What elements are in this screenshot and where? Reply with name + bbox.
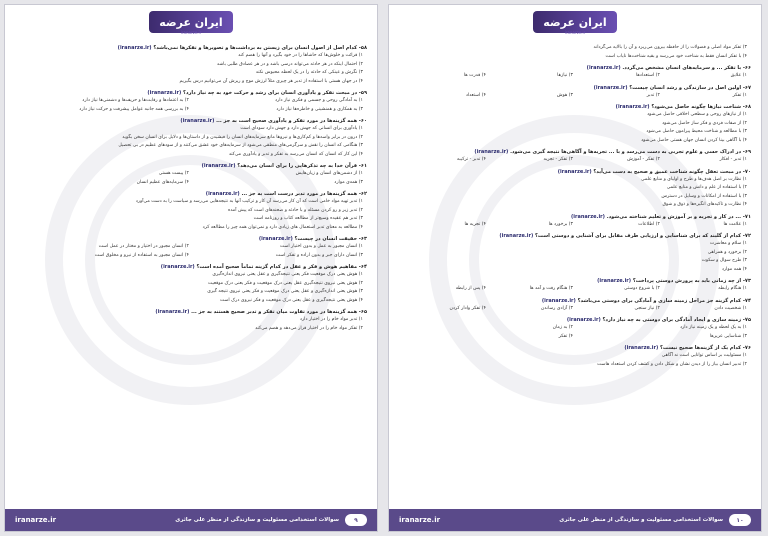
- answer-option: ۱) علایق: [730, 73, 747, 78]
- options-list: [399, 285, 751, 294]
- answer-option: ۱) تدبر مواد خام را در اختیار دارد: [299, 317, 363, 322]
- question-source: (iranarze.ir): [593, 84, 628, 91]
- answer-option: ۱) تفکر: [732, 92, 747, 98]
- logo-subtitle: iranarze.ir: [180, 30, 202, 35]
- answer-option: ۳) با مطالعه و شناخت محیط پیرامون حاصل می‌شود: [646, 129, 747, 134]
- page-header: [389, 5, 761, 39]
- answer-option: ۱) سلام و معاشرت: [709, 241, 747, 246]
- question-text: ۵۸- کدام اصل از اصول انسان برای زیستن به برداشت‌ها و تصویرها و تفکرها نمی‌باشد؟: [153, 45, 367, 51]
- question-title: [399, 213, 751, 221]
- question-text: ۷۳- از چه زمانی باید به پرورش دوستی پرداخت؟: [632, 278, 751, 284]
- page-left: [4, 4, 378, 532]
- answer-option: ۱) علامت ها: [723, 221, 747, 227]
- answer-option: ۱) هوش یعنی درک موقعیت فکر یعنی نتیجه‌گیری و عقل یعنی نیروی اندازه‌گیری: [212, 272, 363, 277]
- question-title: [15, 308, 367, 316]
- question-block: [399, 277, 751, 294]
- options-list: [15, 170, 367, 187]
- answer-option: ۳) تفکر مواد اصلی و فضولات را از حافظه بیرون می‌ریزد و آن را بالایه می‌گرداند: [593, 45, 747, 50]
- question-text: ۶۴- مفاهیم هوش و فکر و عقل در کدام گزینه تماماً صحیح آمده است؟: [196, 264, 367, 270]
- answer-option: ۴) به بررسی همه جانبه عوامل پیشرفت و حرکت نیاز دارد: [79, 106, 189, 112]
- answer-option: ۲) تدبیر انسان بیاز را از دیدن نشان و شکل دادن و کشف کردن استعداد هاست: [597, 361, 747, 367]
- options-list: [399, 72, 751, 81]
- question-block: [399, 84, 751, 101]
- answer-option: ۱) به آمادگی روحی و جسمی و فکری نیاز دارد: [274, 98, 363, 103]
- question-source: (iranarze.ir): [180, 118, 215, 124]
- question-source: (iranarze.ir): [155, 309, 190, 315]
- answer-option: ۴) هوش یعنی نتیجه‌گیری و عقل یعنی درک موقعیت و فکر نیروی درک است: [219, 297, 363, 303]
- answer-option: ۳) هنگامی که انسان را نقش و سرگرمی‌های منطقی می‌شود از سرمایه‌های خود عشق می‌کنند و از سودهای عظیم در بی تحصیل: [118, 143, 363, 148]
- question-title: [399, 64, 751, 72]
- answer-option: ۴) قدرت ها: [463, 73, 486, 78]
- question-block: [399, 297, 751, 314]
- page-content: [399, 41, 751, 505]
- question-block: [15, 89, 367, 114]
- answer-option: ۴) با آگاهی بینا کردن انسان جهان هستی حاصل می‌شود: [641, 137, 747, 143]
- question-source: (iranarze.ir): [615, 104, 650, 110]
- question-block: [399, 103, 751, 145]
- question-title: [399, 148, 751, 156]
- page-right: [388, 4, 762, 532]
- footer-site[interactable]: iranarze.ir: [399, 516, 441, 524]
- answer-option: ۳) انسان دارای جبر و بدون اراده و تفکر است: [275, 252, 363, 258]
- answer-option: ۴) پس از رابطه: [455, 286, 486, 291]
- question-title: [399, 297, 751, 305]
- question-block: [15, 162, 367, 187]
- answer-option: ۱) از نیازهای روحی و سطحی اخلاقی حاصل می‌شود: [647, 112, 747, 117]
- options-list: [15, 52, 367, 86]
- question-text: ۶۸- شناخت نیازها چگونه حاصل می‌شود؟: [651, 104, 751, 110]
- question-source: (iranarze.ir): [474, 149, 509, 155]
- options-list: [399, 221, 751, 230]
- question-text: ۶۰- همه گزینه‌ها در مورد تفکر و یادآوری صحیح است به جز ...: [216, 118, 367, 124]
- question-text: ۶۹- در ادراک حسی و علوم تجربی به دست می‌رسد و با ... تجربه‌ها و آگاهی‌ها نتیجه گیری می‌شود.: [510, 149, 751, 155]
- question-source: (iranarze.ir): [571, 213, 605, 220]
- question-title: [15, 117, 367, 125]
- question-title: [399, 344, 751, 352]
- footer-title: سوالات استخدامی مسئولیت و سازندگی از منظر علی جاثری: [559, 517, 723, 523]
- question-block: [15, 117, 367, 159]
- answer-option: ۲) به اعتمادها و رقابت‌ها و حریف‌ها و دشمنی‌ها نیاز دارد: [82, 98, 189, 103]
- question-block: [399, 344, 751, 369]
- options-list: [15, 198, 367, 232]
- answer-option: ۴) تدبر - ترکیبه: [456, 157, 486, 162]
- page-footer: [389, 509, 761, 531]
- question-title: [399, 316, 751, 324]
- answer-option: ۳) شناسایی عزیزها: [709, 333, 747, 339]
- question-title: [15, 89, 367, 97]
- options-list: [399, 92, 751, 101]
- options-list: [399, 240, 751, 274]
- answer-option: ۴) تجربه ها: [464, 221, 486, 227]
- question-block: [399, 316, 751, 341]
- question-block: [399, 148, 751, 165]
- question-text: ۷۴- کدام گزینه جز مراحل زمینه سازی و آمادگی برای دوستی می‌باشد؟: [577, 297, 751, 304]
- answer-option: ۳) تدبر هم عقیده وسیع‌تر از مطالعه کتاب و روزنامه است: [253, 216, 363, 221]
- answer-option: ۳) هنگام رفت و آمد ها: [529, 286, 573, 291]
- question-text: ۷۵- زمینه سازی و ایجاد آمادگی برای دوستی به چه نیاز دارد؟: [602, 317, 751, 323]
- question-block: [15, 308, 367, 333]
- answer-option: ۳) هوش یعنی اندازه‌گیری و عقل یعنی درک موقعیت و فکر یعنی نیروی نتیجه گیری: [207, 289, 363, 294]
- question-block: [399, 64, 751, 81]
- question-source: (iranarze.ir): [624, 345, 659, 351]
- question-source: (iranarze.ir): [557, 168, 592, 175]
- answer-option: ۴) این کار که انسان که انسان می‌رسد به تفکر و تدبر و یادآوری می‌کند: [228, 151, 363, 157]
- question-title: [15, 190, 367, 198]
- question-text: ۷۱- ... در کار و تجربه و بر آموزش و تعلیم شناخته می‌شود.: [606, 213, 751, 220]
- footer-title: سوالات استخدامی مسئولیت و سازندگی از منظر علی جاثری: [175, 517, 339, 523]
- answer-option: ۲) احتمال اینکه در هر حادثه می‌تواند درسی باشد و در هر عصادق طلبی باشد: [216, 61, 363, 67]
- question-source: (iranarze.ir): [205, 191, 240, 197]
- question-source: (iranarze.ir): [117, 45, 152, 51]
- answer-option: ۲) انسان مجبور در اختیار و مختار در عمل است: [98, 244, 189, 249]
- footer-site[interactable]: iranarze.ir: [15, 516, 57, 524]
- question-source: (iranarze.ir): [586, 65, 621, 71]
- question-source: (iranarze.ir): [499, 233, 534, 239]
- question-block: [15, 44, 367, 86]
- answer-option: ۱) نظارت بر اصل هدف‌ها و طرح و اولیای و منابع علمی: [640, 176, 747, 182]
- question-source: (iranarze.ir): [597, 278, 632, 284]
- answer-option: ۳) به همکاری و همنشینی و خاطره‌ها نیاز دارد: [276, 106, 363, 112]
- question-source: (iranarze.ir): [258, 236, 293, 242]
- answer-option: ۲) اطلاعات: [638, 221, 660, 227]
- answer-option: ۲) با شروع دوستی: [624, 286, 660, 291]
- answer-option: ۳) نیازها: [557, 73, 573, 78]
- question-block: [15, 190, 367, 232]
- question-title: [399, 168, 751, 176]
- answer-option: ۳) برخورد ها: [548, 221, 573, 227]
- page-footer: [5, 509, 377, 531]
- logo-text: ایران عرضه: [159, 15, 223, 29]
- options-list: [399, 111, 751, 145]
- page-content: [15, 41, 367, 505]
- answer-option: ۲) تفکر مواد خام را در اختیار قرار می‌دهد و هضم می‌کند: [255, 325, 363, 331]
- options-list: [399, 352, 751, 369]
- question-title: [15, 162, 367, 170]
- answer-option: ۱) قرائت و خلوش‌ها که حاشاها را در خود بگیرد و آنها را هضم کند: [238, 53, 363, 58]
- answer-option: ۳) با استفاده از امکانات و وسایل در دسترس: [661, 193, 747, 199]
- options-list: [15, 97, 367, 114]
- question-text: ۷۲- کدام از گلبند که برای شناسایی و ارزیابی طرف مقابل برای آشنایی و دوستی است؟: [535, 233, 751, 239]
- question-block: [15, 263, 367, 305]
- answer-option: ۴) نظارت و تاکید‌های انگیزه‌ها و ذوق و شوق: [662, 202, 747, 207]
- question-text: ۵۹- در مبحث تفکر و یادآوری انسان برای رشد و حرکت خود به چه نیاز دارد؟: [183, 90, 367, 96]
- question-text: ۶۶- با تفکر ... و سرمایه‌های انسان مشخص می‌گردد.: [622, 65, 751, 71]
- question-text: ۶۳- حقیقت انسان در چیست؟: [294, 236, 367, 242]
- logo-text: ایران عرضه: [543, 15, 607, 29]
- question-text: ۷۶- کدام یک از گزینه‌ها صحیح نیست؟: [660, 345, 751, 351]
- question-source: (iranarze.ir): [147, 90, 182, 96]
- answer-option: ۱) یادآوری برای انسانی که جهش دارد و جهش دارد سودای است: [240, 126, 363, 131]
- question-title: [15, 263, 367, 271]
- answer-option: ۱) هنگام رابطه: [718, 286, 747, 291]
- page-number: ۱۰: [729, 514, 751, 526]
- footer-right: [175, 514, 367, 526]
- footer-right: [559, 514, 751, 526]
- question-text: ۶۵- همه گزینه‌ها در مورد تفاوت میان تفکر و تدبر صحیح هستند به جز ...: [191, 309, 367, 315]
- answer-option: ۲) از صفات فردی و فکر ساز حاصل می‌شود: [662, 120, 747, 126]
- answer-option: ۲) برخورد و همراهی: [707, 249, 747, 255]
- options-list: [399, 324, 751, 341]
- question-title: [399, 103, 751, 111]
- answer-option: ۲) درون در برابر واسه‌ها و کم‌کاری‌ها و نیروها مانع سرمایه‌های انسان را فیشیدن و از داستان‌ها و دلایل برای انسان سخن بگوید: [122, 134, 363, 140]
- answer-option: ۴) مطالعه به معنای تدبر استعمال های زیادی دارد و نمی‌توان همه چیز را مطالعه کرد: [202, 224, 363, 230]
- answer-option: ۴) انسان مجبور به استفاده از نیرو و مخلوق است: [94, 252, 189, 258]
- options-list: [399, 176, 751, 210]
- answer-option: ۴) در جهان هستی با استفاده از تدبر هر چیزی مثلاً لرزش موج و ریزش آن می‌توانیم درس بگیریم: [179, 78, 363, 84]
- answer-option: ۱) شخصیت دادن: [714, 305, 747, 311]
- question-title: [15, 44, 367, 52]
- answer-option: ۳) همه‌ی موارد: [334, 179, 363, 185]
- answer-option: ۳) طرح سوال و سکوت: [701, 258, 747, 263]
- options-list: [15, 243, 367, 260]
- options-list: [399, 156, 751, 165]
- answer-option: ۴) تفکر: [558, 333, 573, 339]
- answer-option: ۱) تدبر تهیه مواد خامی است که آن کار می‌رسد آن کار و ترکیب آنها به نتیجه‌هایی می‌رسد و سیاست را به دست می‌آورد: [135, 199, 363, 204]
- answer-option: ۴) سرمایه‌های عظیم انسان: [136, 179, 189, 185]
- answer-option: ۳) نگرش و عینکی که حادثه را در یک لحظه محبوس نکند: [255, 70, 363, 75]
- question-title: [399, 232, 751, 240]
- answer-option: ۲) پیست هستی: [158, 171, 189, 176]
- options-list: [399, 305, 751, 314]
- question-title: [15, 235, 367, 243]
- answer-option: ۲) به زمان: [552, 325, 573, 330]
- question-source: (iranarze.ir): [541, 297, 576, 304]
- question-text: ۶۲- همه گزینه‌ها در مورد تدبر درست است به جز ...: [241, 191, 367, 197]
- options-list: [399, 44, 751, 61]
- question-block: [15, 235, 367, 260]
- answer-option: ۱) به یک لحظه و یک زمینه نیاز دارد: [679, 325, 747, 330]
- question-block: [399, 44, 751, 61]
- answer-option: ۲) تدبر: [646, 92, 660, 98]
- answer-option: ۳) آزادی رساندن: [540, 305, 573, 311]
- answer-option: ۱) از دشمن‌های انسان و زیان‌هایش: [295, 171, 363, 176]
- question-text: ۶۷- اولین اصل در سازندگی و رشد انسان چیست؟: [629, 84, 751, 91]
- answer-option: ۴) استعداد: [465, 92, 486, 98]
- answer-option: ۴) همه موارد: [721, 266, 747, 272]
- answer-option: ۲) نیاز سنجی: [634, 305, 660, 311]
- question-block: [399, 213, 751, 230]
- question-block: [399, 232, 751, 274]
- answer-option: ۲) استعدادها: [635, 73, 660, 78]
- logo-subtitle: iranarze.ir: [564, 30, 586, 35]
- answer-option: ۲) تدبر زیر و رو کردن مسئله و با حادثه و صحنه‌های است که پیش آمده: [227, 207, 363, 213]
- answer-option: ۲) هوش یعنی نیروی نتیجه‌گیری عقل یعنی درک موقعیت و فکر یعنی درک موقعیت: [207, 280, 363, 286]
- answer-option: ۳) هوش: [556, 92, 573, 98]
- page-number: ۹: [345, 514, 367, 526]
- answer-option: ۱) انسان مجبور به عمل و بدون اختیار است: [279, 244, 363, 249]
- options-list: [15, 125, 367, 159]
- question-title: [399, 277, 751, 285]
- question-source: (iranarze.ir): [201, 163, 236, 169]
- question-source: (iranarze.ir): [566, 317, 601, 323]
- page-header: [5, 5, 377, 39]
- question-text: ۷۰- در مبحث تعقل چگونه شناخت عمیق و صحیح به دست می‌آید؟: [593, 168, 751, 175]
- answer-option: ۲) با استفاده از علم و دانش و منابع علمی: [666, 185, 747, 190]
- answer-option: ۴) تفکر وادار کردن: [449, 305, 486, 311]
- question-text: ۶۱- قرآن خدا به چه تذکرهایی را برای انسان می‌دهد؟: [237, 163, 367, 169]
- options-list: [15, 316, 367, 333]
- answer-option: ۳) تفکر - تجربه: [543, 157, 573, 162]
- answer-option: ۱) مسئولیت بر اساس توانایی است نه آگاهی: [661, 353, 747, 358]
- answer-option: ۲) تفکر - آموزش: [627, 157, 660, 162]
- question-title: [399, 84, 751, 92]
- question-block: [399, 168, 751, 210]
- answer-option: ۱) تدبر - افکار: [719, 157, 747, 162]
- answer-option: ۴) با تفکر انسان فقط به شناخت خود می‌رسد و بقیه شناخت‌ها نایاب است: [605, 53, 747, 59]
- question-source: (iranarze.ir): [160, 264, 195, 270]
- options-list: [15, 271, 367, 305]
